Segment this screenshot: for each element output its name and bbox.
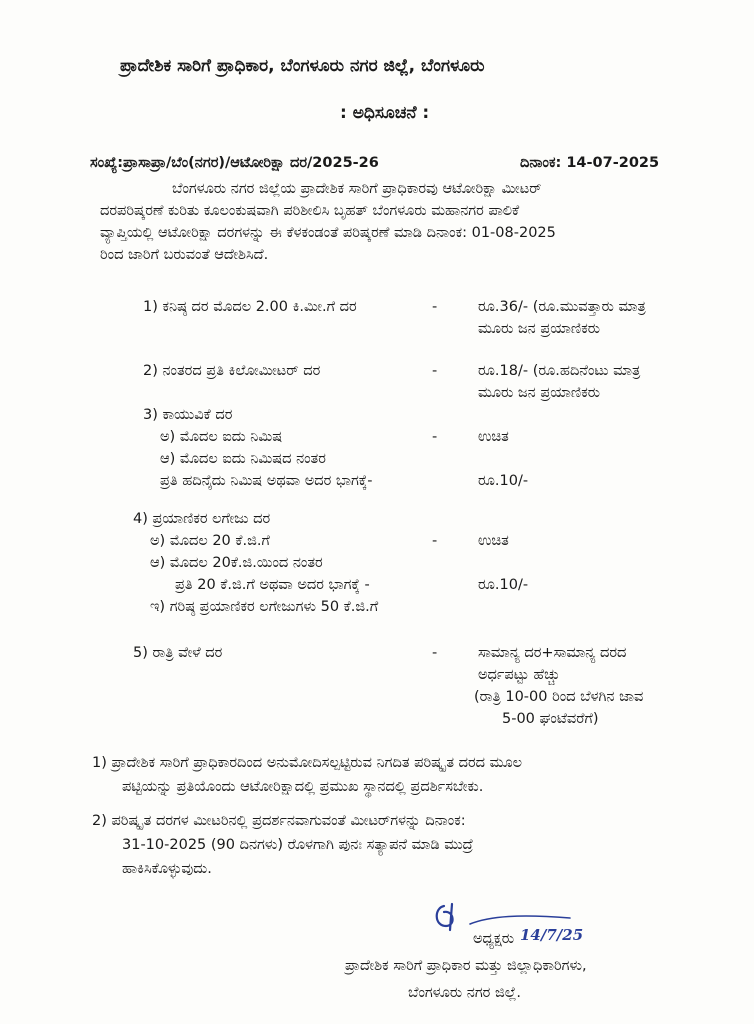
fare-item-4-label: 4) ಪ್ರಯಾಣಿಕರ ಲಗೇಜು ದರ — [133, 511, 271, 527]
fare-item-4a-value: ಉಚಿತ — [478, 533, 509, 549]
fare-item-4b-label-2: ಪ್ರತಿ 20 ಕೆ.ಜಿ.ಗೆ ಅಥವಾ ಅದರ ಭಾಗಕ್ಕೆ - — [175, 577, 370, 593]
fare-item-5-value-2: ಅರ್ಧಪಟ್ಟು ಹೆಚ್ಚು — [478, 667, 561, 683]
fare-item-3a-dash: - — [432, 429, 438, 445]
fare-item-5-value-3: (ರಾತ್ರಿ 10-00 ರಿಂದ ಬೆಳಗಿನ ಜಾವ — [474, 689, 644, 705]
fare-item-1-dash: - — [432, 299, 438, 315]
fare-item-4b-label: ಆ) ಮೊದಲ 20ಕೆ.ಜಿ.ಯಿಂದ ನಂತರ — [150, 555, 323, 571]
fare-item-4c-label: ಇ) ಗರಿಷ್ಠ ಪ್ರಯಾಣಿಕರ ಲಗೇಜುಗಳು 50 ಕೆ.ಜಿ.ಗೆ — [150, 599, 379, 615]
fare-item-3b-label: ಆ) ಮೊದಲ ಐದು ನಿಮಿಷದ ನಂತರ — [160, 451, 326, 467]
signatory-title: ಅಧ್ಯಕ್ಷರು — [473, 931, 515, 947]
fare-item-4a-dash: - — [432, 533, 438, 549]
note-2-line-3: ಹಾಕಿಸಿಕೊಳ್ಳುವುದು. — [122, 861, 212, 877]
intro-line-1: ಬೆಂಗಳೂರು ನಗರ ಜಿಲ್ಲೆಯ ಪ್ರಾದೇಶಿಕ ಸಾರಿಗೆ ಪ್ರಾಧಿಕಾರವು ಆಟೋರಿಕ್ಷಾ ಮೀಟರ್ — [172, 181, 542, 197]
fare-item-5-value-1: ಸಾಮಾನ್ಯ ದರ+ಸಾಮಾನ್ಯ ದರದ — [478, 645, 627, 661]
fare-item-1-label: 1) ಕನಿಷ್ಠ ದರ ಮೊದಲ 2.00 ಕಿ.ಮೀ.ಗೆ ದರ — [143, 299, 357, 315]
reference-date: ದಿನಾಂಕ: 14-07-2025 — [520, 155, 660, 171]
fare-item-2-value: ರೂ.18/- (ರೂ.ಹದಿನೆಂಟು ಮಾತ್ರ — [478, 363, 641, 379]
reference-number: ಸಂಖ್ಯೆ:ಪ್ರಾಸಾಪ್ರಾ/ಬೆಂ(ನಗರ)/ಆಟೋರಿಕ್ಷಾ ದರ/2025-26 — [90, 155, 379, 171]
authority-heading: ಪ್ರಾದೇಶಿಕ ಸಾರಿಗೆ ಪ್ರಾಧಿಕಾರ, ಬೆಂಗಳೂರು ನಗರ ಜಿಲ್ಲೆ, ಬೆಂಗಳೂರು — [120, 56, 485, 76]
fare-item-5-label: 5) ರಾತ್ರಿ ವೇಳೆ ದರ — [133, 645, 223, 661]
fare-item-3-label: 3) ಕಾಯುವಿಕೆ ದರ — [143, 407, 233, 423]
intro-line-3: ವ್ಯಾಪ್ತಿಯಲ್ಲಿ ಆಟೋರಿಕ್ಷಾ ದರಗಳನ್ನು ಈ ಕೆಳಕಂಡಂತೆ ಪರಿಷ್ಕರಣೆ ಮಾಡಿ ದಿನಾಂಕ: 01-08-2025 — [100, 225, 556, 241]
fare-item-4a-label: ಅ) ಮೊದಲ 20 ಕೆ.ಜಿ.ಗೆ — [150, 533, 270, 549]
note-1-line-1: 1) ಪ್ರಾದೇಶಿಕ ಸಾರಿಗೆ ಪ್ರಾಧಿಕಾರದಿಂದ ಅನುಮೋದಿಸಲ್ಪಟ್ಟಿರುವ ನಿಗದಿತ ಪರಿಷ್ಕೃತ ದರದ ಮೂಲ — [92, 755, 523, 771]
fare-item-4b-value: ರೂ.10/- — [478, 577, 529, 593]
fare-item-3b-label-2: ಪ್ರತಿ ಹದಿನೈದು ನಿಮಿಷ ಅಥವಾ ಅದರ ಭಾಗಕ್ಕೆ- — [160, 473, 373, 489]
notification-title: : ಅಧಿಸೂಚನೆ : — [340, 103, 430, 123]
note-2-line-2: 31-10-2025 (90 ದಿನಗಳು) ರೊಳಗಾಗಿ ಪುನಃ ಸತ್ಯಾಪನೆ ಮಾಡಿ ಮುದ್ರೆ — [122, 837, 474, 853]
fare-item-3b-value: ರೂ.10/- — [478, 473, 529, 489]
signatory-designation: ಪ್ರಾದೇಶಿಕ ಸಾರಿಗೆ ಪ್ರಾಧಿಕಾರ ಮತ್ತು ಜಿಲ್ಲಾಧಿಕಾರಿಗಳು, — [345, 958, 587, 974]
fare-item-5-value-4: 5-00 ಘಂಟೆವರೆಗೆ) — [502, 711, 599, 727]
fare-item-3a-value: ಉಚಿತ — [478, 429, 509, 445]
note-2-line-1: 2) ಪರಿಷ್ಕೃತ ದರಗಳ ಮೀಟರಿನಲ್ಲಿ ಪ್ರದರ್ಶನವಾಗುವಂತೆ ಮೀಟರ್‌ಗಳನ್ನು ದಿನಾಂಕ: — [92, 813, 466, 829]
fare-item-2-dash: - — [432, 363, 438, 379]
fare-item-2-value-2: ಮೂರು ಜನ ಪ್ರಯಾಣಿಕರು — [478, 385, 600, 401]
fare-item-1-value: ರೂ.36/- (ರೂ.ಮುವತ್ತಾರು ಮಾತ್ರ — [478, 299, 646, 315]
intro-line-4: ರಿಂದ ಜಾರಿಗೆ ಬರುವಂತೆ ಆದೇಶಿಸಿದೆ. — [100, 247, 269, 263]
fare-item-1-value-2: ಮೂರು ಜನ ಪ್ರಯಾಣಿಕರು — [478, 321, 600, 337]
note-1-line-2: ಪಟ್ಟಿಯನ್ನು ಪ್ರತಿಯೊಂದು ಆಟೋರಿಕ್ಷಾದಲ್ಲಿ ಪ್ರಮುಖ ಸ್ಥಾನದಲ್ಲಿ ಪ್ರದರ್ಶಿಸಬೇಕು. — [122, 779, 484, 795]
fare-item-2-label: 2) ನಂತರದ ಪ್ರತಿ ಕಿಲೋಮೀಟರ್ ದರ — [143, 363, 321, 379]
fare-item-3a-label: ಅ) ಮೊದಲ ಐದು ನಿಮಿಷ — [160, 429, 283, 445]
signatory-district: ಬೆಂಗಳೂರು ನಗರ ಜಿಲ್ಲೆ. — [408, 985, 522, 1001]
intro-line-2: ದರಪರಿಷ್ಕರಣೆ ಕುರಿತು ಕೂಲಂಕುಷವಾಗಿ ಪರಿಶೀಲಿಸಿ ಬೃಹತ್ ಬೆಂಗಳೂರು ಮಹಾನಗರ ಪಾಲಿಕೆ — [100, 203, 520, 219]
fare-item-5-dash: - — [432, 645, 438, 661]
signature-date: 14/7/25 — [520, 926, 584, 944]
